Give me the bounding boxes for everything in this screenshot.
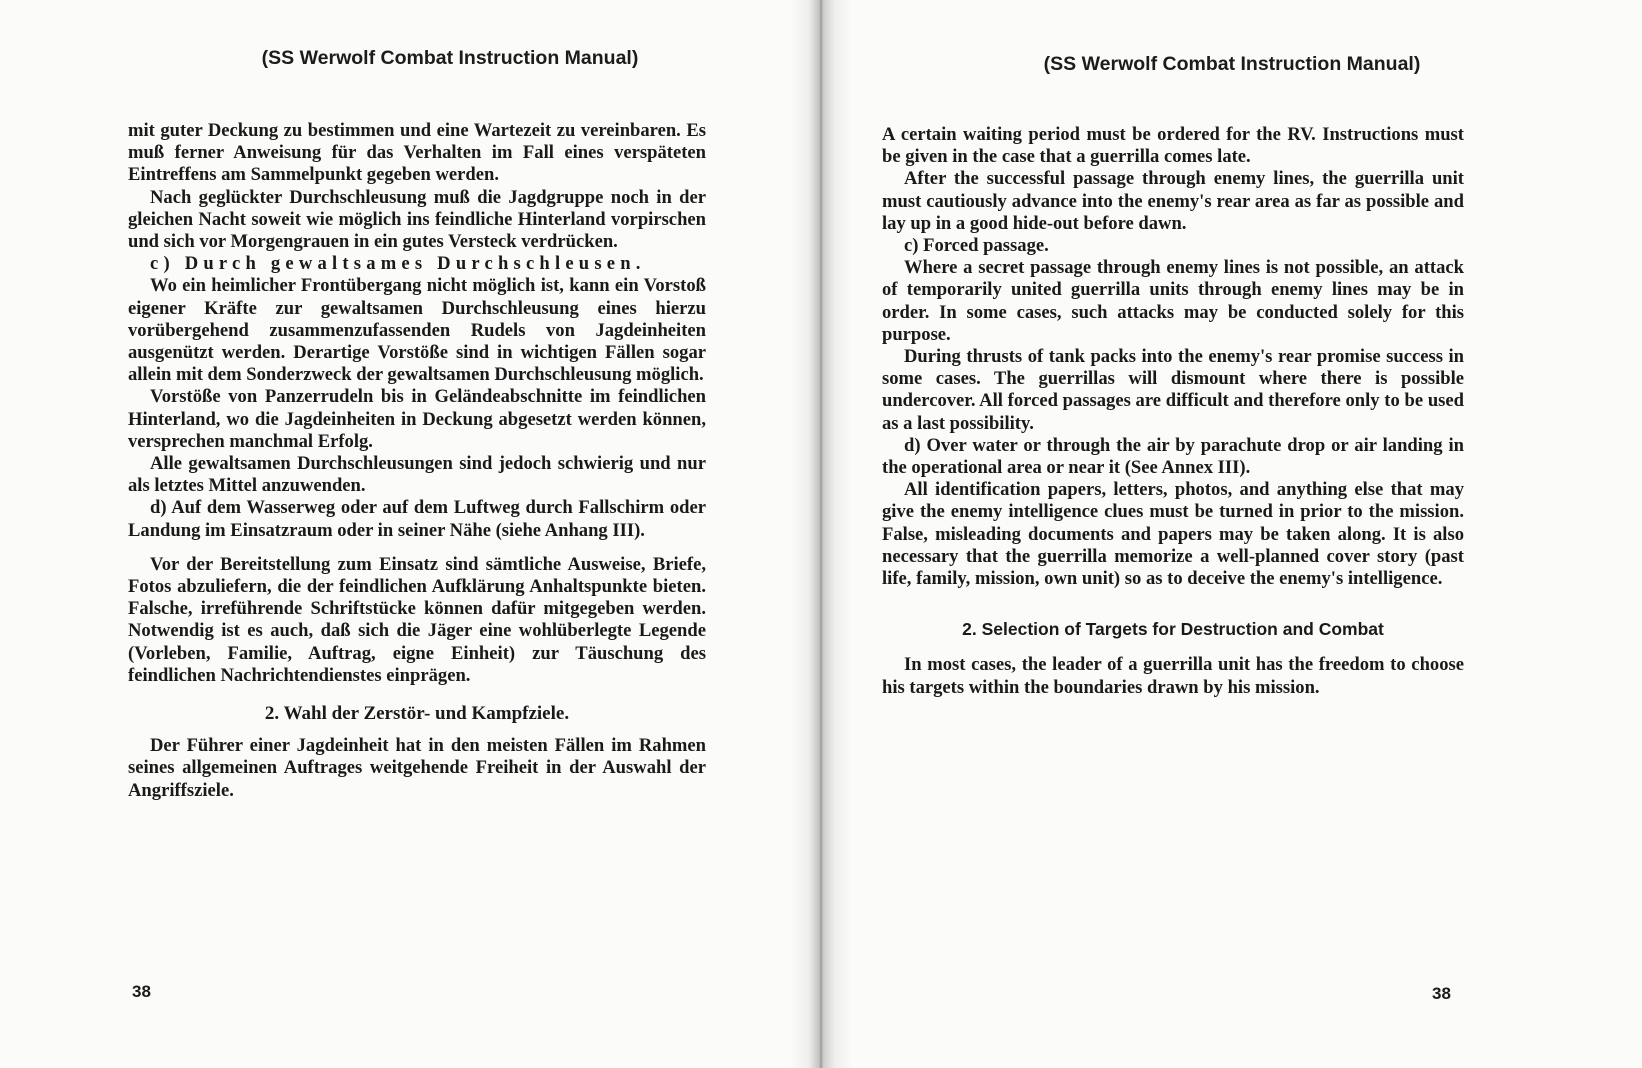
paragraph: Alle gewaltsamen Durchschleusungen sind jedoch schwierig und nur als letztes Mittel anzuwenden. [128, 453, 706, 497]
subsection-heading: c) Durch gewaltsames Durchschleusen. [150, 253, 646, 275]
running-head: (SS Werwolf Combat Instruction Manual) [1043, 53, 1421, 75]
paragraph: After the successful passage through enemy lines, the guerrilla unit must cautiously advance into the enemy's rear area as far as possible and lay up in a good hide-out before dawn. [882, 168, 1464, 234]
paragraph: Nach geglückter Durchschleusung muß die Jagdgruppe noch in der gleichen Nacht soweit wie möglich ins feindliche Hinterland vorpirschen und sich vor Morgengrauen in ein gutes Versteck verdrücken. [128, 186, 706, 253]
paragraph: All identification papers, letters, photos, and anything else that may give the enemy intelligence clues must be turned in prior to the mission. False, misleading documents and papers may be taken along. It is also necessary that the guerrilla memorize a well-planned cover story (past life, family, mission, own unit) so as to deceive the enemy's intelligence. [882, 479, 1464, 590]
subsection-heading: c) Forced passage. [904, 235, 1049, 257]
paragraph: mit guter Deckung zu bestimmen und eine Wartezeit zu vereinbaren. Es muß ferner Anweisung für das Verhalten im Fall eines verspäteten Eintreffens am Sammelpunkt gegeben werden. [128, 120, 706, 186]
left-page-german [0, 0, 790, 1068]
section-heading: 2. Selection of Targets for Destruction and Combat [962, 619, 1384, 640]
page-body [882, 124, 1464, 699]
page-number: 38 [132, 982, 151, 1001]
paragraph: Vorstöße von Panzerrudeln bis in Geländeabschnitte im feindlichen Hinterland, wo die Jagdeinheiten in Deckung abgesetzt werden können, versprechen manchmal Erfolg. [128, 386, 706, 452]
subsection-heading: d) Auf dem Wasserweg oder auf dem Luftweg durch Fallschirm oder Landung im Einsatzraum oder in seiner Nähe (siehe Anhang III). [128, 497, 706, 541]
right-page-english [852, 0, 1642, 1068]
paragraph: Der Führer einer Jagdeinheit hat in den meisten Fällen im Rahmen seines allgemeinen Auftrages weitgehende Freiheit in der Auswahl der Angriffsziele. [128, 735, 706, 801]
paragraph: In most cases, the leader of a guerrilla unit has the freedom to choose his targets within the boundaries drawn by his mission. [882, 654, 1464, 698]
page-number: 38 [1432, 984, 1451, 1003]
paragraph: A certain waiting period must be ordered for the RV. Instructions must be given in the case that a guerrilla comes late. [882, 124, 1464, 168]
paragraph: Where a secret passage through enemy lines is not possible, an attack of temporarily united guerrilla units through enemy lines may be in order. In some cases, such attacks may be conducted solely for this purpose. [882, 257, 1464, 345]
paragraph: Vor der Bereitstellung zum Einsatz sind sämtliche Ausweise, Briefe, Fotos abzuliefern, die der feindlichen Aufklärung Anhaltspunkte bieten. Falsche, irreführende Schriftstücke können dafür mitgegeben werden. Notwendig ist es auch, daß sich die Jäger eine wohlüberlegte Legende (Vorleben, Familie, Auftrag, eigne Einheit) zur Täuschung des feindlichen Nachrichtendienstes einprägen. [128, 553, 706, 686]
paragraph: Wo ein heimlicher Frontübergang nicht möglich ist, kann ein Vorstoß eigener Kräfte zur gewaltsamen Durchschleusung eines hierzu vorübergehend zusammenzufassenden Rudels von Jagdeinheiten ausgenützt werden. Derartige Vorstöße sind in wichtigen Fällen sogar allein mit dem Sonderzweck der gewaltsamen Durchschleusung möglich. [128, 275, 706, 386]
page-body [128, 120, 706, 802]
paragraph: During thrusts of tank packs into the enemy's rear promise success in some cases. The guerrillas will dismount where there is possible undercover. All forced passages are difficult and therefore only to be used as a last possibility. [882, 346, 1464, 434]
section-heading: 2. Wahl der Zerstör- und Kampfziele. [264, 703, 570, 725]
subsection-heading: d) Over water or through the air by parachute drop or air landing in the operational area or near it (See Annex III). [882, 434, 1464, 479]
running-head: (SS Werwolf Combat Instruction Manual) [261, 47, 639, 69]
book-gutter [790, 0, 852, 1068]
